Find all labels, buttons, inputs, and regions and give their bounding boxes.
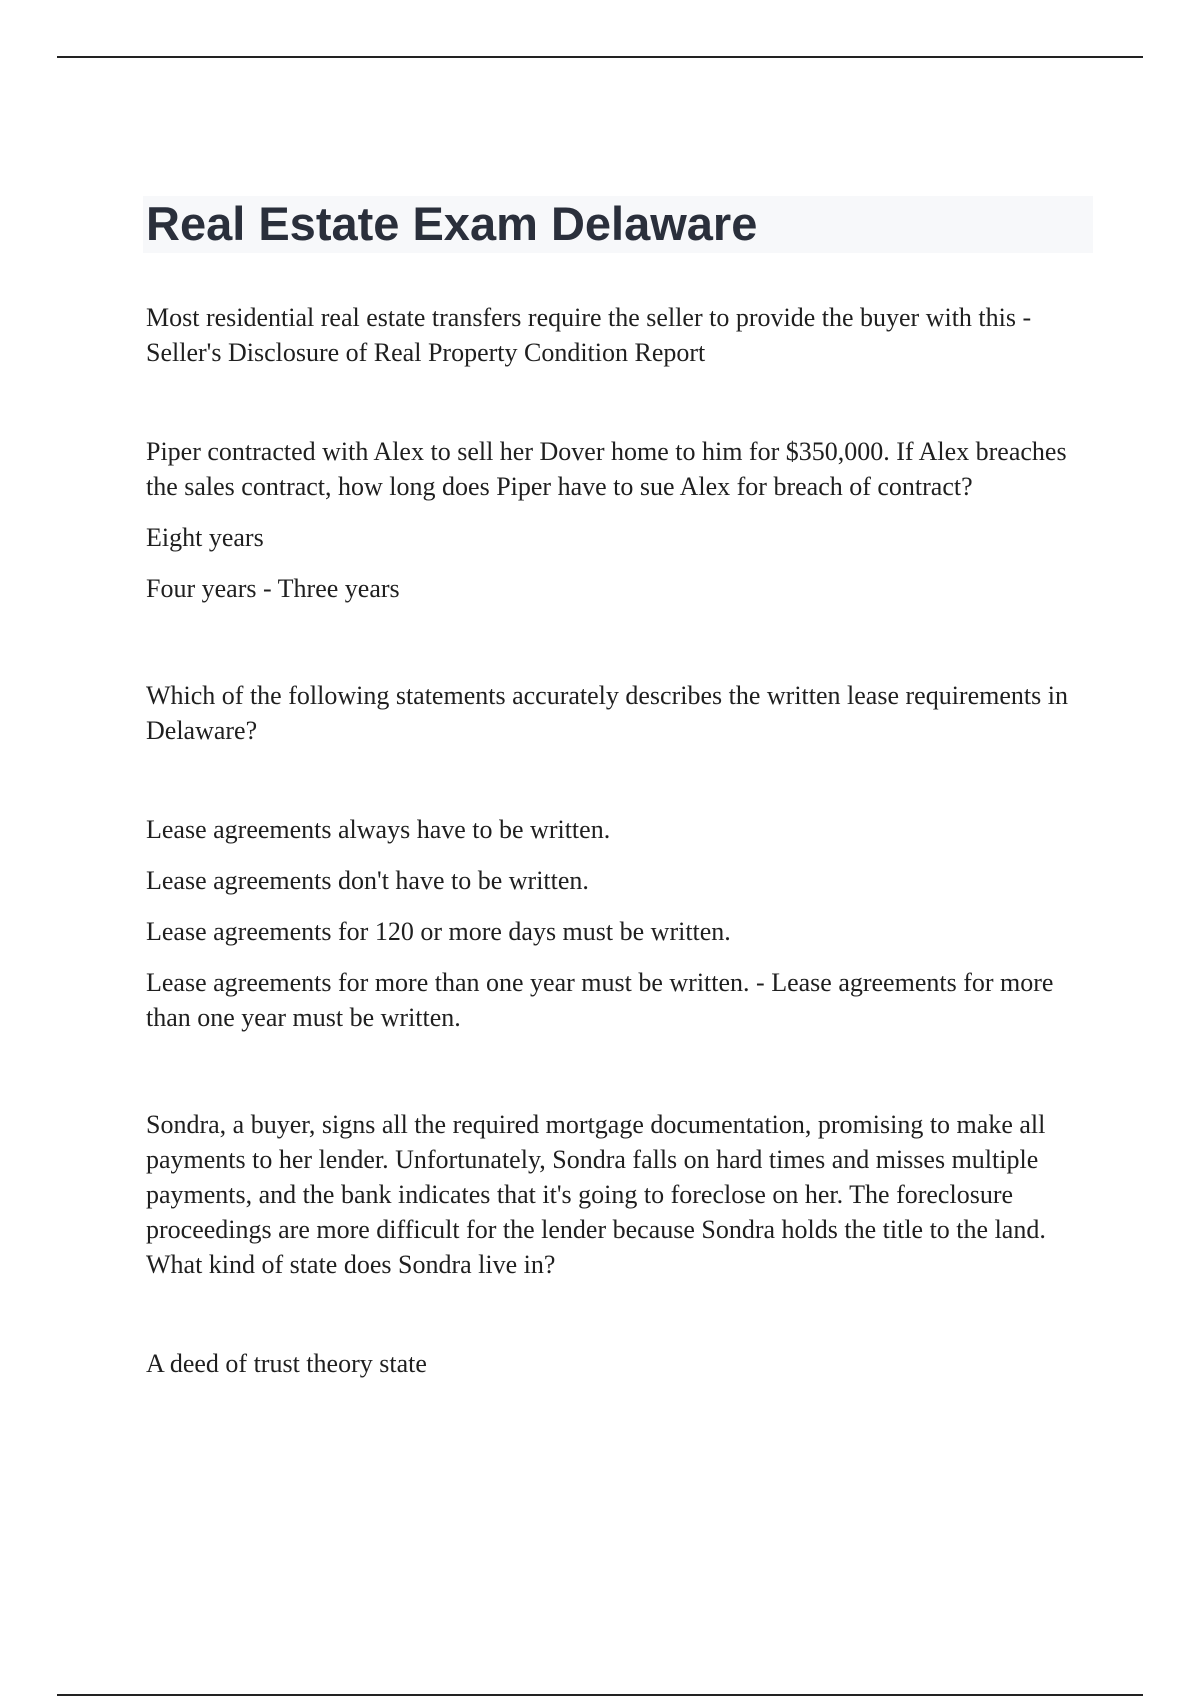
page-title: Real Estate Exam Delaware [146, 197, 758, 250]
answer-option: Lease agreements for 120 or more days must be written. [146, 917, 731, 946]
spacer [146, 606, 1101, 678]
question-block-4 [146, 1107, 1101, 1381]
question-block-3 [146, 678, 1101, 1035]
document-body [146, 300, 1101, 1381]
answer-option: Eight years [146, 523, 264, 552]
question-text: Most residential real estate transfers require the seller to provide the buyer with this - Seller's Disclosure of Real Property Condition Report [146, 303, 1032, 367]
answer-option: A deed of trust theory state [146, 1349, 427, 1378]
answer-option: Lease agreements for more than one year must be written. - Lease agreements for more than one year must be written. [146, 968, 1054, 1032]
answer-option: Lease agreements don't have to be written. [146, 866, 589, 895]
spacer [146, 1035, 1101, 1107]
spacer [146, 370, 1101, 434]
bottom-divider [57, 1694, 1143, 1696]
top-divider [57, 56, 1143, 58]
question-text: Sondra, a buyer, signs all the required mortgage documentation, promising to make all payments to her lender. Unfortunately, Sondra falls on hard times and misses multiple payments, and the bank indicates that it's going to foreclose on her. The foreclosure proceedings are more difficult for the lender because Sondra holds the title to the land. What kind of state does Sondra live in? [146, 1110, 1046, 1279]
question-block-1 [146, 300, 1101, 370]
question-block-2 [146, 434, 1101, 606]
question-text: Piper contracted with Alex to sell her Dover home to him for $350,000. If Alex breaches the sales contract, how long does Piper have to sue Alex for breach of contract? [146, 437, 1067, 501]
answer-option: Lease agreements always have to be written. [146, 815, 611, 844]
question-text: Which of the following statements accurately describes the written lease requirements in Delaware? [146, 681, 1068, 745]
answer-option: Four years - Three years [146, 574, 400, 603]
